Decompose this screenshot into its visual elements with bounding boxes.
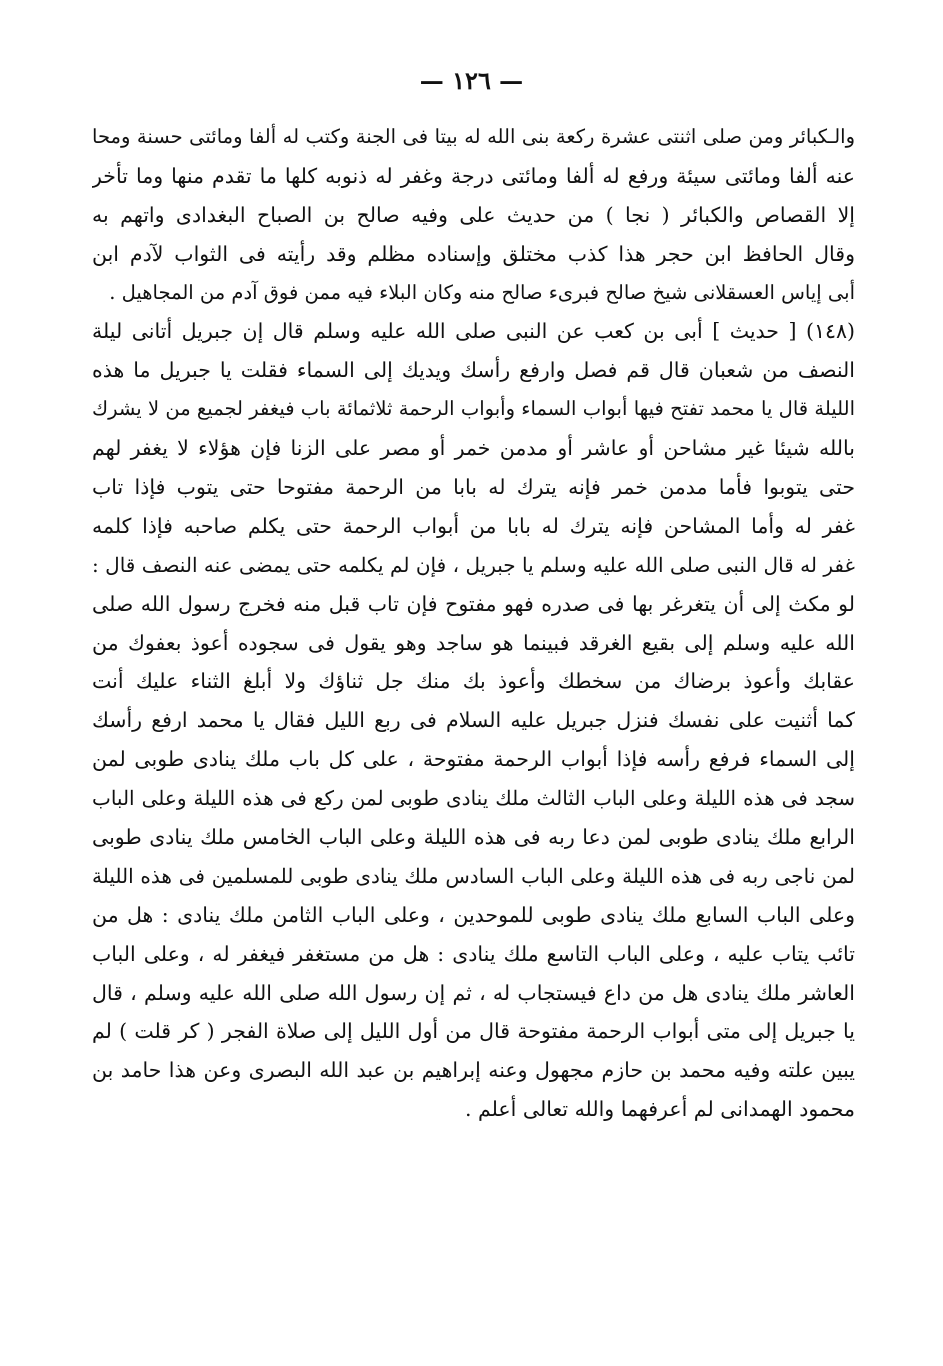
text-line: كما أثنيت على نفسك فنزل جبريل عليه السلام فى ربع الليل فقال يا محمد ارفع رأسك bbox=[92, 708, 855, 733]
body-text bbox=[92, 118, 855, 1129]
text-line: العاشر ملك ينادى هل من داع فيستجاب له ، ثم إن رسول الله صلى الله عليه وسلم ، قال bbox=[92, 980, 855, 1005]
text-line: محمود الهمدانى لم أعرفهما والله تعالى أعلم . bbox=[464, 1097, 855, 1122]
text-line: لمن ناجى ربه فى هذه الليلة وعلى الباب السادس ملك ينادى طوبى للمسلمين فى هذه الليلة bbox=[92, 863, 855, 888]
text-line: بالله شيئا غير مشاحن أو عاشر أو مدمن خمر أو مصر على الزنا فإن هؤلاء لا يغفر لهم bbox=[92, 436, 855, 461]
text-line: أبى إياس العسقلانى شيخ صالح فبرىء صالح منه وكان البلاء فيه ممن فوق آدم من المجاهيل . bbox=[109, 280, 855, 304]
text-line: وقال الحافظ ابن حجر هذا كذب مختلق وإسناده مظلم وقد رأيته فى الثواب لآدم ابن bbox=[92, 241, 855, 266]
text-line: حتى يتوبوا فأما مدمن خمر فإنه يترك له بابا من الرحمة مفتوحا حتى يتوب فإذا تاب bbox=[92, 475, 855, 500]
text-line: تائب يتاب عليه ، وعلى الباب التاسع ملك ينادى : هل من مستغفر فيغفر له ، وعلى الباب bbox=[92, 941, 855, 966]
text-line: (١٤٨) [ حديث ] أبى بن كعب عن النبى صلى الله عليه وسلم قال إن جبريل أتانى ليلة bbox=[92, 319, 855, 344]
text-line: يا جبريل إلى متى أبواب الرحمة مفتوحة قال من أول الليل إلى صلاة الفجر ( كر قلت ) لم bbox=[92, 1019, 855, 1044]
text-line: الليلة قال يا محمد تفتح فيها أبواب السماء وأبواب الرحمة ثلاثمائة باب فيغفر لجميع من لا يشرك bbox=[92, 397, 855, 421]
text-line: غفر له وأما المشاحن فإنه يترك له بابا من أبواب الرحمة حتى يكلم صاحبه فإذا كلمه bbox=[92, 513, 855, 538]
text-line: إلى السماء فرفع رأسه فإذا أبواب الرحمة مفتوحة ، على كل باب ملك ينادى طوبى لمن bbox=[92, 747, 855, 772]
text-line: النصف من شعبان قال قم فصل وارفع رأسك ويديك إلى السماء فقلت يا جبريل ما هذه bbox=[92, 358, 855, 383]
text-line: إلا القصاص والكبائر ( نجا ) من حديث على وفيه صالح بن الصباح البغدادى واتهم به bbox=[92, 202, 855, 227]
page-number: — ١٢٦ — bbox=[419, 66, 524, 95]
text-line: يبين علته وفيه محمد بن حازم مجهول وعنه إبراهيم بن عبد الله البصرى وعن هذا حامد بن bbox=[92, 1058, 855, 1083]
text-line: سجد فى هذه الليلة وعلى الباب الثالث ملك ينادى طوبى لمن ركع فى هذه الليلة وعلى الباب bbox=[92, 786, 855, 811]
text-line: والـكبائر ومن صلى اثنتى عشرة ركعة بنى الله له بيتا فى الجنة وكتب له ألفا ومائتى حسنة ومحا bbox=[92, 125, 855, 148]
text-line: الرابع ملك ينادى طوبى لمن دعا ربه فى هذه الليلة وعلى الباب الخامس ملك ينادى طوبى bbox=[92, 825, 855, 850]
text-line: الله عليه وسلم إلى بقيع الغرقد فبينما هو ساجد وهو يقول فى سجوده أعوذ بعفوك من bbox=[92, 630, 855, 655]
text-line: لو مكث إلى أن يتغرغر بها فى صدره فهو مفتوح فإن تاب قبل منه فخرج رسول الله صلى bbox=[92, 591, 855, 616]
text-line: عنه ألفا ومائتى سيئة ورفع له ألفا ومائتى درجة وغفر له ذنوبه كلها ما تقدم منها وما تأخر bbox=[92, 163, 855, 188]
text-line: غفر له قال النبى صلى الله عليه وسلم يا جبريل ، فإن لم يكلمه حتى يمضى عنه النصف قال : bbox=[92, 552, 855, 577]
text-line: وعلى الباب السابع ملك ينادى طوبى للموحدين ، وعلى الباب الثامن ملك ينادى : هل من bbox=[92, 902, 855, 927]
text-line: عقابك وأعوذ برضاك من سخطك وأعوذ بك منك جل ثناؤك ولا أبلغ الثناء عليك أنت bbox=[92, 669, 855, 694]
